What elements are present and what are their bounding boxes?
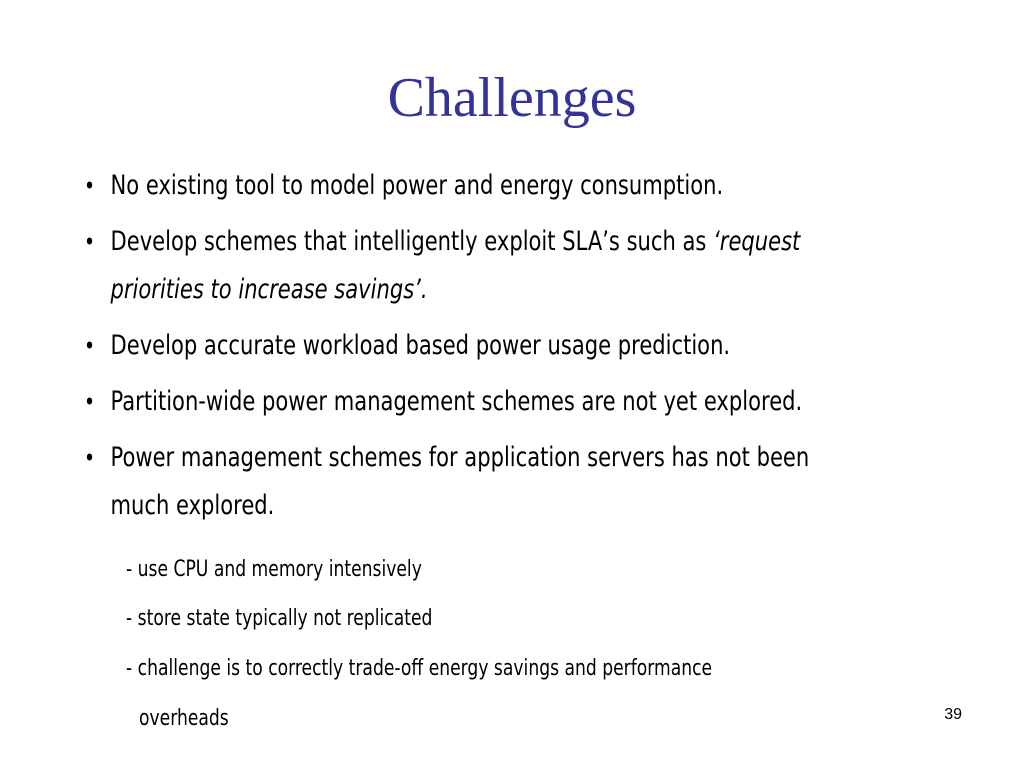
bullet-text-plain: Develop schemes that intelligently exploit SLA’s such as — [110, 226, 714, 257]
sub-point-3: - challenge is to correctly trade-off energy savings and performance — [126, 656, 713, 681]
bullet-text: Power management schemes for application servers has not been — [110, 442, 810, 473]
bullet-text-italic: ‘request — [713, 226, 801, 257]
bullet-marker: • — [84, 388, 96, 416]
bullet-marker: • — [84, 228, 96, 256]
bullet-item-3 — [84, 322, 969, 370]
bullet-marker: • — [84, 172, 96, 200]
bullet-marker: • — [84, 444, 96, 472]
page-number: 39 — [944, 706, 962, 723]
bullet-text-italic-continuation: priorities to increase savings’. — [110, 274, 428, 305]
bullet-item-1 — [84, 162, 969, 210]
bullet-text-continuation: much explored. — [110, 490, 275, 521]
bullet-text — [111, 218, 969, 266]
bullet-text: No existing tool to model power and energy consumption. — [110, 170, 724, 201]
sub-point-1: - use CPU and memory intensively — [126, 557, 422, 582]
sub-point-2: - store state typically not replicated — [126, 606, 433, 631]
bullet-text: Develop accurate workload based power usage prediction. — [110, 330, 731, 361]
bullet-marker: • — [84, 332, 96, 360]
slide-title: Challenges — [387, 67, 637, 129]
bullet-item-5 — [84, 434, 969, 530]
bullet-item-4 — [84, 378, 969, 426]
bullet-item-2 — [84, 218, 969, 314]
bullet-text-continuation — [111, 266, 969, 314]
bullet-list — [84, 162, 964, 538]
bullet-text: Partition-wide power management schemes are not yet explored. — [110, 386, 803, 417]
sub-point-3-continuation: overheads — [139, 706, 229, 731]
